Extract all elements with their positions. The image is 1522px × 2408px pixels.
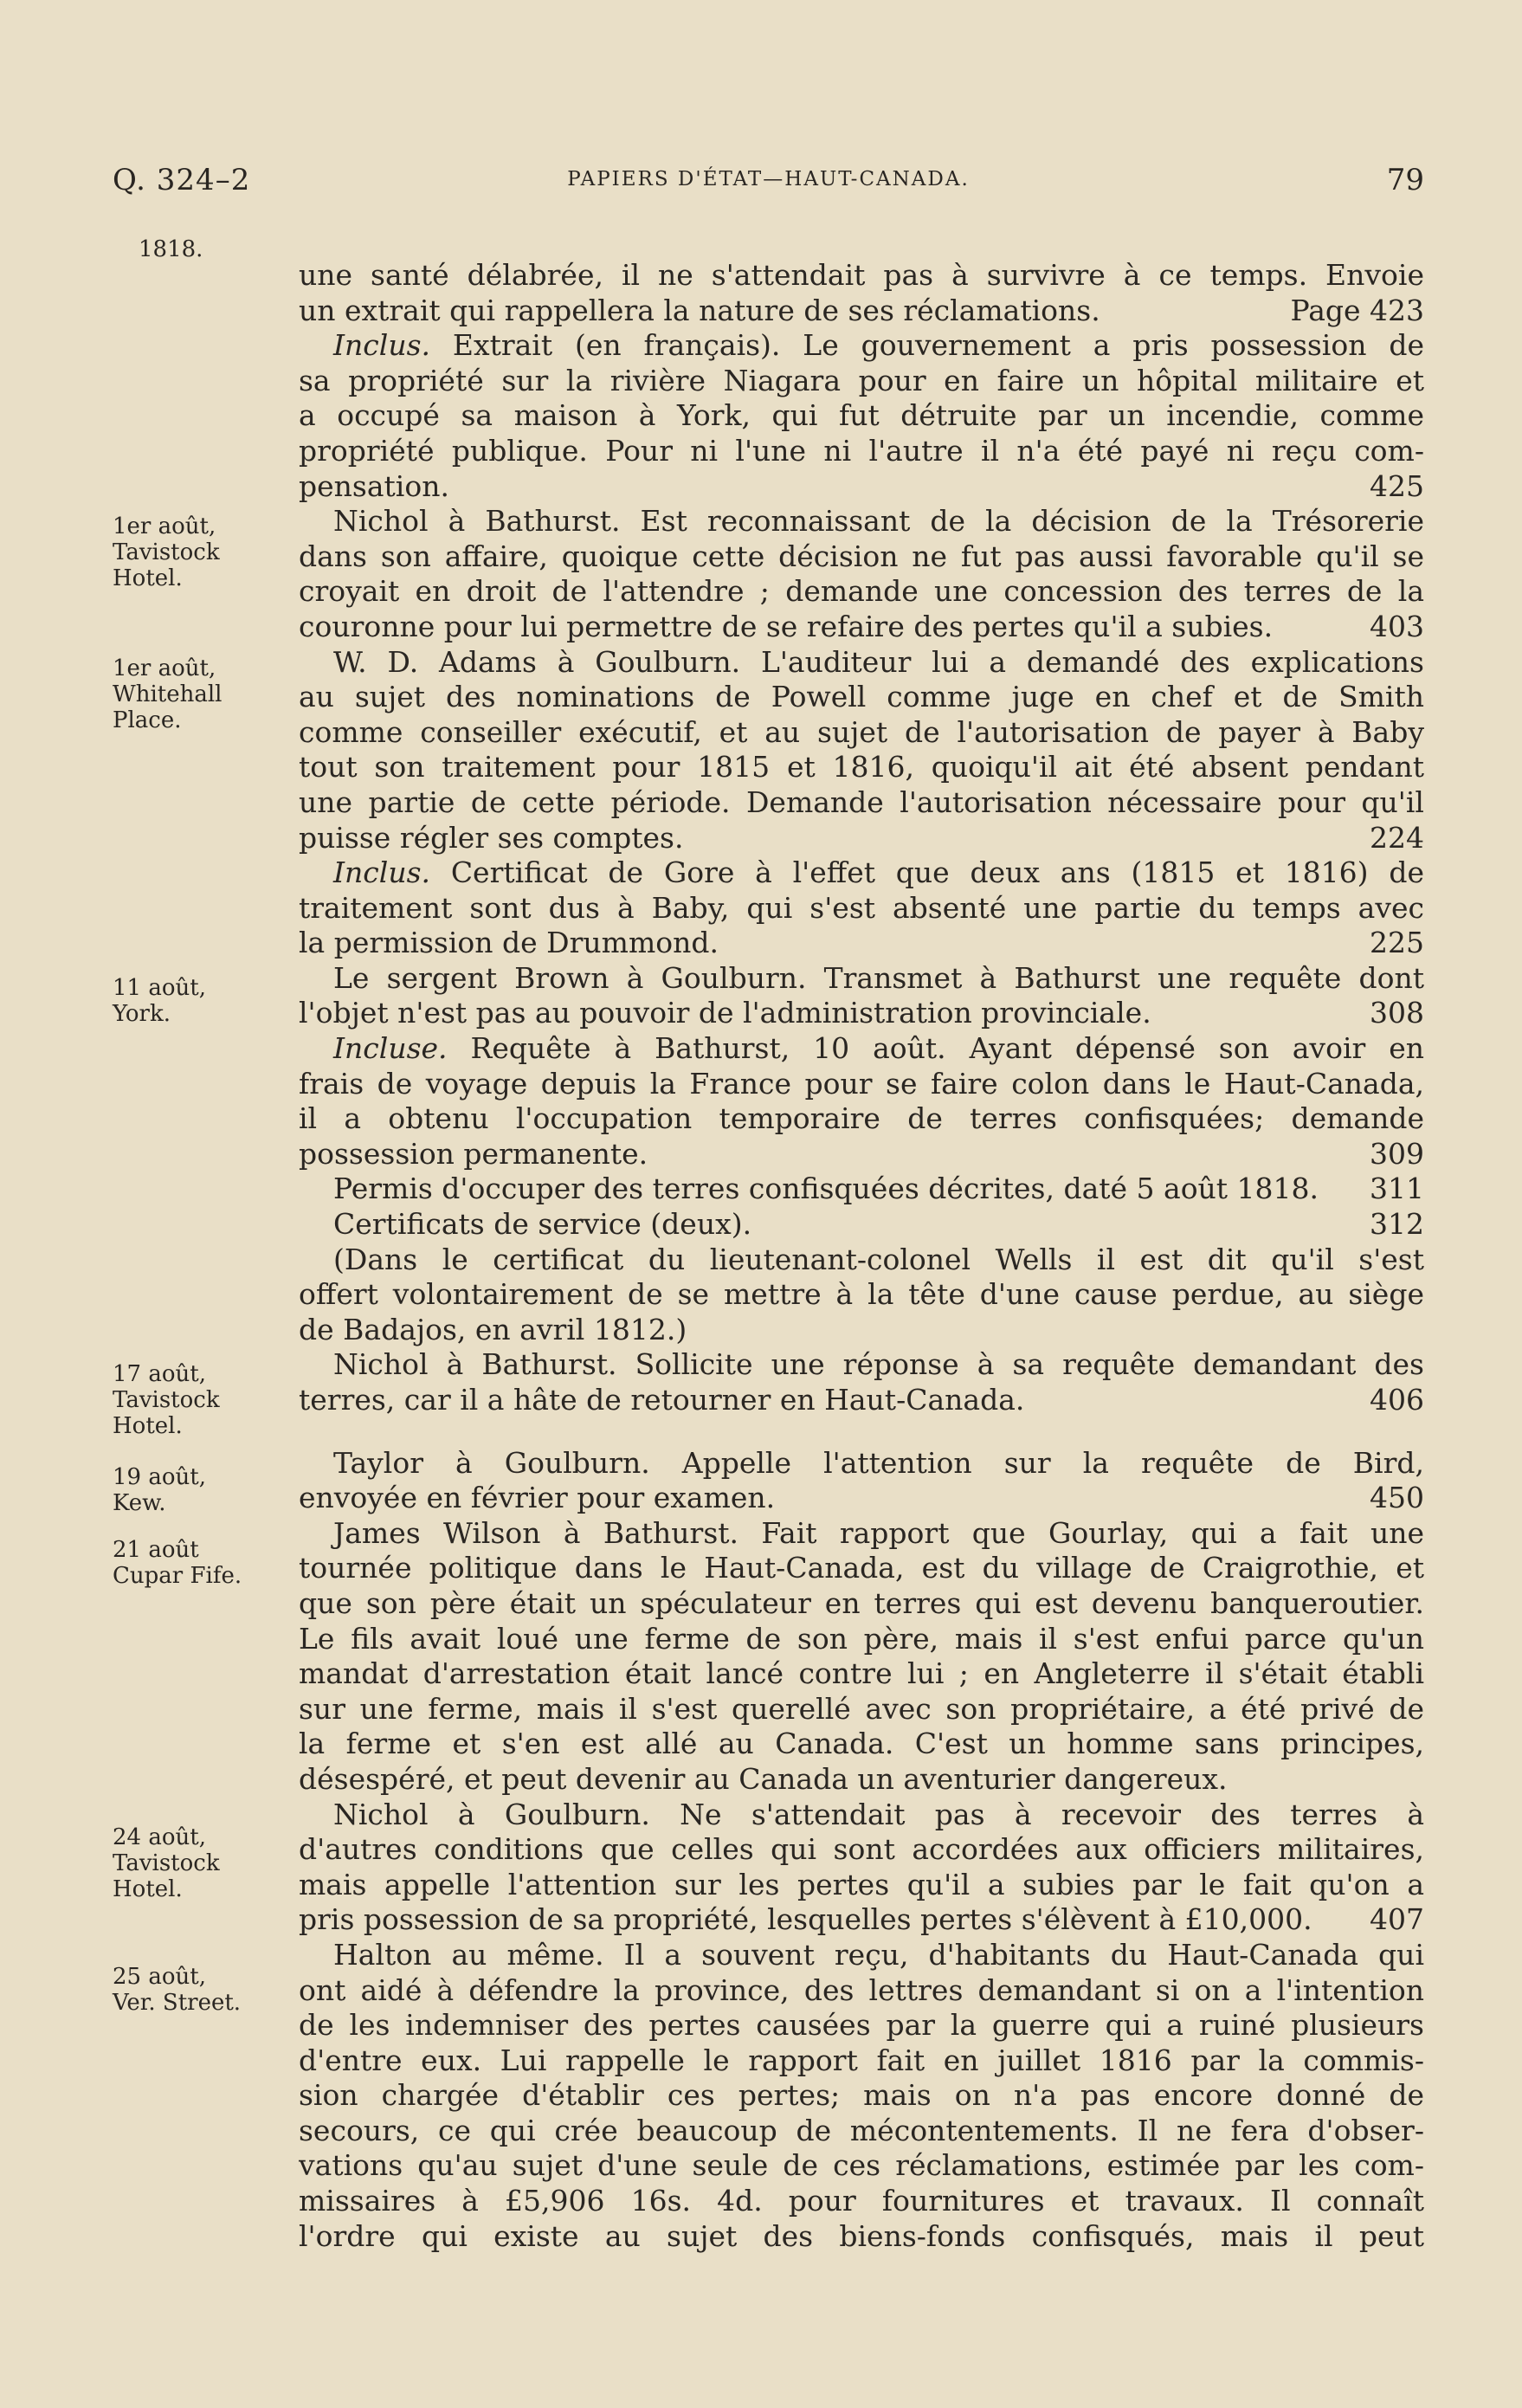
page-ref: Page 423 <box>1290 293 1424 327</box>
enclosure-label: Inclus. <box>333 328 431 363</box>
margin-date-note: 17 août, Tavistock Hotel. <box>113 1361 220 1439</box>
text-line: dans son affaire, quoique cette décision ne fut pas aussi favorable qu'il se <box>299 539 1424 573</box>
enclosure-label: Incluse. <box>333 1031 448 1066</box>
text-line: sur une ferme, mais il s'est querellé avec son propriétaire, a été privé de <box>299 1691 1424 1726</box>
text-line: tout son traitement pour 1815 et 1816, quoiqu'il ait été absent pendant <box>299 750 1424 784</box>
text-line: au sujet des nominations de Powell comme juge en chef et de Smith <box>299 680 1424 714</box>
text-line: d'autres conditions que celles qui sont accordées aux officiers militaires, <box>299 1832 1424 1867</box>
text-line: l'ordre qui existe au sujet des biens-fonds confisqués, mais il peut <box>299 2218 1424 2253</box>
running-title: PAPIERS D'ÉTAT—HAUT-CANADA. <box>567 168 970 190</box>
text-line: un extrait qui rappellera la nature de ses réclamations. Page 423 <box>299 293 1424 327</box>
page-ref: 450 <box>1370 1481 1424 1515</box>
text-line: d'entre eux. Lui rappelle le rapport fait en juillet 1816 par la commis- <box>299 2043 1424 2077</box>
page-ref: 312 <box>1370 1207 1424 1242</box>
page-ref: 225 <box>1370 926 1424 960</box>
year-note: 1818. <box>139 236 203 262</box>
text-line: James Wilson à Bathurst. Fait rapport que Gourlay, qui a fait une <box>333 1515 1424 1550</box>
text-line: une partie de cette période. Demande l'autorisation nécessaire pour qu'il <box>299 784 1424 819</box>
page-ref: 311 <box>1370 1172 1424 1206</box>
text-line: mandat d'arrestation était lancé contre lui ; en Angleterre il s'était établi <box>299 1656 1424 1691</box>
page-ref: 425 <box>1370 468 1424 503</box>
text-line: Inclus. Certificat de Gore à l'effet que deux ans (1815 et 1816) de <box>333 855 1424 890</box>
text-line: secours, ce qui crée beaucoup de mécontentements. Il ne fera d'obser- <box>299 2113 1424 2147</box>
text-line: offert volontairement de se mettre à la tête d'une cause perdue, au siège <box>299 1277 1424 1312</box>
text-line: envoyée en février pour examen. 450 <box>299 1481 1424 1515</box>
text-line: Permis d'occuper des terres confisquées décrites, daté 5 août 1818. 311 <box>333 1172 1424 1206</box>
text-line: de les indemniser des pertes causées par la guerre qui a ruiné plusieurs <box>299 2008 1424 2043</box>
text-line: Taylor à Goulburn. Appelle l'attention sur la requête de Bird, <box>333 1445 1424 1480</box>
text-line: comme conseiller exécutif, et au sujet de l'autorisation de payer à Baby <box>299 714 1424 749</box>
text-line: il a obtenu l'occupation temporaire de terres confisquées; demande <box>299 1101 1424 1136</box>
page-header <box>113 163 1424 206</box>
text-line: Certificats de service (deux). 312 <box>333 1207 1424 1242</box>
page-number: 79 <box>1386 163 1424 197</box>
text-line: Nichol à Bathurst. Sollicite une réponse à sa requête demandant des <box>333 1347 1424 1382</box>
text-line: vations qu'au sujet d'une seule de ces réclamations, estimée par les com- <box>299 2148 1424 2183</box>
text-line: Nichol à Bathurst. Est reconnaissant de la décision de la Trésorerie <box>333 504 1424 539</box>
text-line: une santé délabrée, il ne s'attendait pas à survivre à ce temps. Envoie <box>299 258 1424 292</box>
text-line: sa propriété sur la rivière Niagara pour en faire un hôpital militaire et <box>299 363 1424 397</box>
text-line: Incluse. Requête à Bathurst, 10 août. Ayant dépensé son avoir en <box>333 1031 1424 1066</box>
text-line: désespéré, et peut devenir au Canada un aventurier dangereux. <box>299 1761 1228 1796</box>
text-line: l'objet n'est pas au pouvoir de l'administration provinciale. 308 <box>299 996 1424 1030</box>
text-line: sion chargée d'établir ces pertes; mais on n'a pas encore donné de <box>299 2078 1424 2113</box>
text-line: Le fils avait loué une ferme de son père, mais il s'est enfui parce qu'un <box>299 1621 1424 1656</box>
text-line: Halton au même. Il a souvent reçu, d'habitants du Haut-Canada qui <box>333 1937 1424 1972</box>
text-line: la ferme et s'en est allé au Canada. C'est un homme sans principes, <box>299 1727 1424 1761</box>
margin-date-note: 24 août, Tavistock Hotel. <box>113 1824 220 1902</box>
text-line: de Badajos, en avril 1812.) <box>299 1312 687 1346</box>
text-line: propriété publique. Pour ni l'une ni l'autre il n'a été payé ni reçu com- <box>299 433 1424 468</box>
text-line: (Dans le certificat du lieutenant-colonel Wells il est dit qu'il s'est <box>333 1242 1424 1276</box>
margin-date-note: 19 août, Kew. <box>113 1464 206 1516</box>
enclosure-label: Inclus. <box>333 855 431 890</box>
text-line: terres, car il a hâte de retourner en Haut-Canada. 406 <box>299 1383 1424 1417</box>
margin-date-note: 1er août, Tavistock Hotel. <box>113 513 220 591</box>
text-line: a occupé sa maison à York, qui fut détruite par un incendie, comme <box>299 398 1424 433</box>
text-line: possession permanente. 309 <box>299 1136 1424 1171</box>
text-line: ont aidé à défendre la province, des lettres demandant si on a l'intention <box>299 1972 1424 2007</box>
margin-date-note: 11 août, York. <box>113 975 206 1027</box>
text-line: W. D. Adams à Goulburn. L'auditeur lui a demandé des explications <box>333 644 1424 679</box>
margin-date-note: 1er août, Whitehall Place. <box>113 655 222 733</box>
text-line: que son père était un spéculateur en terres qui est devenu banqueroutier. <box>299 1585 1424 1620</box>
volume-reference: Q. 324–2 <box>113 163 251 197</box>
text-line: missaires à £5,906 16s. 4d. pour fournitures et travaux. Il connaît <box>299 2184 1424 2218</box>
text-line: Nichol à Goulburn. Ne s'attendait pas à recevoir des terres à <box>333 1797 1424 1831</box>
margin-date-note: 21 août Cupar Fife. <box>113 1537 242 1589</box>
page-ref: 406 <box>1370 1383 1424 1417</box>
text-line: mais appelle l'attention sur les pertes qu'il a subies par le fait qu'on a <box>299 1867 1424 1901</box>
text-line: Inclus. Extrait (en français). Le gouvernement a pris possession de <box>333 328 1424 363</box>
text-line: tournée politique dans le Haut-Canada, est du village de Craigrothie, et <box>299 1551 1424 1585</box>
text-line: Le sergent Brown à Goulburn. Transmet à Bathurst une requête dont <box>333 960 1424 995</box>
body-text <box>299 258 1424 2254</box>
text-line: pensation. 425 <box>299 468 1424 503</box>
text-line: puisse régler ses comptes. 224 <box>299 820 1424 855</box>
page-ref: 308 <box>1370 996 1424 1030</box>
page-ref: 403 <box>1370 609 1424 643</box>
text-line: couronne pour lui permettre de se refaire des pertes qu'il a subies. 403 <box>299 609 1424 643</box>
margin-date-note: 25 août, Ver. Street. <box>113 1964 242 2016</box>
text-line: traitement sont dus à Baby, qui s'est absenté une partie du temps avec <box>299 890 1424 925</box>
text-line: pris possession de sa propriété, lesquelles pertes s'élèvent à £10,000. 407 <box>299 1902 1424 1937</box>
page-ref: 407 <box>1370 1902 1424 1937</box>
text-line: croyait en droit de l'attendre ; demande une concession des terres de la <box>299 574 1424 609</box>
text-line: la permission de Drummond. 225 <box>299 926 1424 960</box>
text-line: frais de voyage depuis la France pour se faire colon dans le Haut-Canada, <box>299 1066 1424 1101</box>
page-ref: 309 <box>1370 1136 1424 1171</box>
page-ref: 224 <box>1370 820 1424 855</box>
paragraph-gap <box>299 1418 1424 1446</box>
